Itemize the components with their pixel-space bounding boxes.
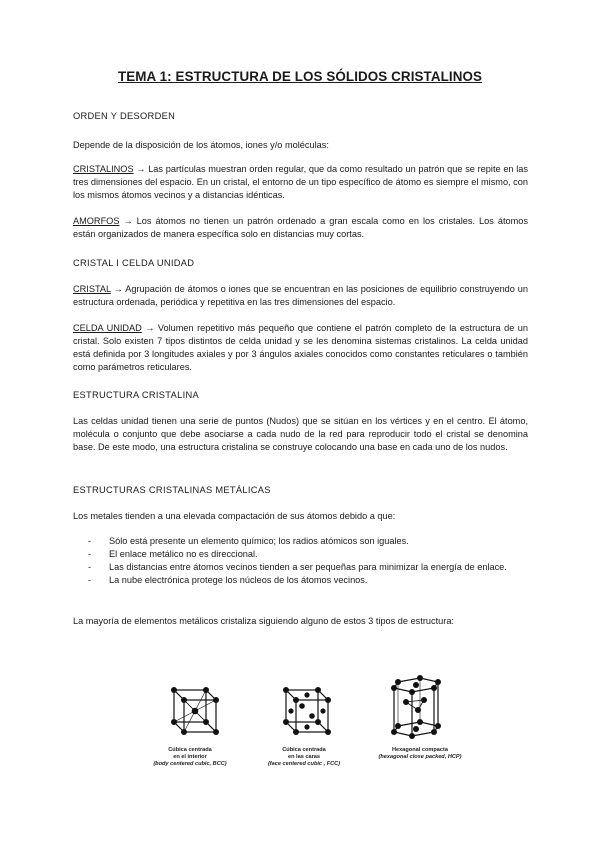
list-item: - El enlace metálico no es direccional. xyxy=(88,549,258,559)
list-item: - La nube electrónica protege los núcleos de los átomos vecinos. xyxy=(88,575,368,585)
figure-fcc xyxy=(262,684,346,768)
definition-cristal: → Agrupación de átomos o iones que se encuentran en las posiciones de equilibrio construyendo un estructura ordenada, periódica y repetitiva en las tres dimensiones del espacio. xyxy=(73,284,528,307)
section-heading-cristal-celda: CRISTAL I CELDA UNIDAD xyxy=(73,258,195,268)
bullet-dash: - xyxy=(88,549,92,559)
paragraph-cristalinos xyxy=(73,163,528,202)
bullet-dash: - xyxy=(88,575,92,585)
section-heading-orden: ORDEN Y DESORDEN xyxy=(73,111,176,121)
figure-bcc xyxy=(150,684,230,768)
section-heading-estructura: ESTRUCTURA CRISTALINA xyxy=(73,390,199,400)
term-cristalinos: CRISTALINOS xyxy=(73,164,134,174)
paragraph-estructura-cristalina: Las celdas unidad tienen una serie de puntos (Nudos) que se sitúan en los vértices y en el centro. El átomo, molécula o conjunto que debe asociarse a cada nudo de la red para reproducir todo el cristal se denomina base. De este modo, una estructura cristalina se construye colocando una base en cada uno de los nudos. xyxy=(73,416,528,452)
paragraph-amorfos xyxy=(73,215,528,241)
list-item: - Las distancias entre átomos vecinos tienden a ser pequeñas para minimizar la energía de enlace. xyxy=(88,562,507,572)
list-item: - Sólo está presente un elemento químico; los radios atómicos son iguales. xyxy=(88,536,409,546)
paragraph-intro-disposicion: Depende de la disposición de los átomos, iones y/o moléculas: xyxy=(73,140,329,150)
figure-hcp xyxy=(368,672,472,761)
fcc-cell-illustration xyxy=(262,684,346,742)
bcc-cell-illustration xyxy=(150,684,230,742)
bullet-dash: - xyxy=(88,562,92,572)
caption-fcc: Cúbica centrada en las caras (face centered cubic , FCC) xyxy=(267,747,341,767)
definition-celda-unidad: → Volumen repetitivo más pequeño que contiene el patrón completo de la estructura de un cristal. Solo existen 7 tipos distintos de celda unidad y se les denomina sistemas cristalinos. La celda unidad está definida por 3 longitudes axiales y por 3 ángulos axiales conocidos como constantes reticulares o también como parámetros reticulares. xyxy=(73,323,528,372)
hcp-cell-illustration xyxy=(368,672,472,742)
caption-hcp: Hexagonal compacta (hexagonal close packed, HCP) xyxy=(378,747,462,760)
term-amorfos: AMORFOS xyxy=(73,216,120,226)
definition-amorfos: → Los átomos no tienen un patrón ordenado a gran escala como en los cristales. Los átomos están organizados de manera específica solo en distancias muy cortas. xyxy=(73,216,528,239)
term-celda-unidad: CELDA UNIDAD xyxy=(73,323,142,333)
paragraph-metales-intro: Los metales tienden a una elevada compactación de sus átomos debido a que: xyxy=(73,511,396,521)
paragraph-metales-outro: La mayoría de elementos metálicos cristaliza siguiendo alguno de estos 3 tipos de estructura: xyxy=(73,616,454,626)
bullet-list xyxy=(88,535,529,587)
bullet-dash: - xyxy=(88,536,92,546)
term-cristal: CRISTAL xyxy=(73,284,111,294)
paragraph-cristal xyxy=(73,283,528,309)
paragraph-celda-unidad xyxy=(73,322,528,374)
definition-cristalinos: → Las partículas muestran orden regular, que da como resultado un patrón que se repite en las tres dimensiones del espacio. En un cristal, el entorno de un tipo específico de átomo es siempre el mismo, con los mismos átomos vecinos y a distancias idénticas. xyxy=(73,164,528,200)
section-heading-metalicas: ESTRUCTURAS CRISTALINAS METÁLICAS xyxy=(73,485,271,495)
caption-bcc: Cúbica centrada en el interior (body centered cubic, BCC) xyxy=(153,747,227,767)
page-title: TEMA 1: ESTRUCTURA DE LOS SÓLIDOS CRISTALINOS xyxy=(117,69,483,84)
